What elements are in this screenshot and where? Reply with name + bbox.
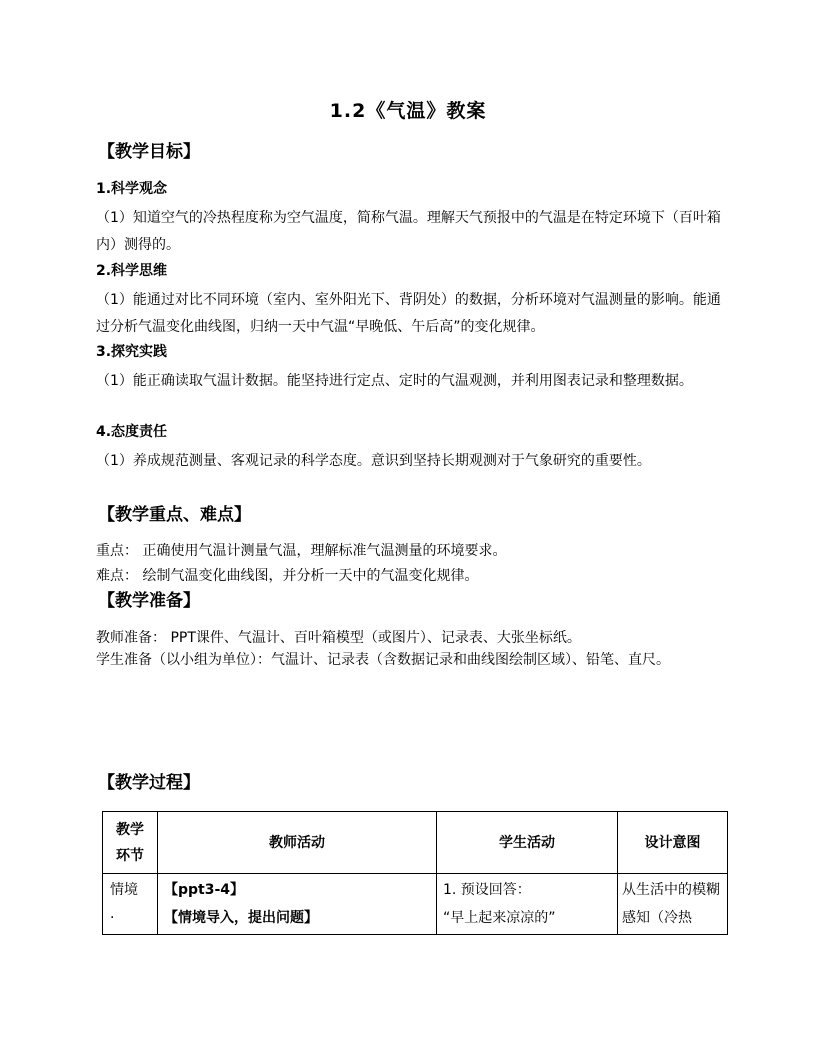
row1-intent bbox=[618, 874, 728, 935]
preparation-heading: 【教学准备】 bbox=[98, 591, 200, 611]
process-heading: 【教学过程】 bbox=[98, 773, 200, 793]
row1-student-line2: “早上起来凉凉的” bbox=[443, 910, 556, 926]
document-title: 1.2《气温》教案 bbox=[329, 100, 487, 122]
row1-teacher bbox=[158, 874, 437, 935]
header-student: 学生活动 bbox=[437, 812, 618, 874]
header-stage bbox=[103, 812, 158, 874]
preparation-teacher: 教师准备： PPT课件、气温计、百叶箱模型（或图片）、记录表、大张坐标纸。 bbox=[96, 630, 581, 646]
goal-text-3: （1）能正确读取气温计数据。能坚持进行定点、定时的气温观测，并利用图表记录和整理数据。 bbox=[96, 373, 693, 389]
row1-teacher-line2: 【情境导入，提出问题】 bbox=[164, 910, 318, 926]
table-row bbox=[103, 874, 728, 935]
goal-text-2: （1）能通过对比不同环境（室内、室外阳光下、背阴处）的数据，分析环境对气温测量的影响。能通过分析气温变化曲线图，归纳一天中气温“早晚低、午后高”的变化规律。 bbox=[96, 292, 721, 335]
goal-label-2: 2.科学思维 bbox=[96, 263, 168, 279]
row1-intent-text: 从生活中的模糊感知（冷热 bbox=[622, 882, 720, 926]
goal-label-4: 4.态度责任 bbox=[96, 424, 168, 440]
process-table bbox=[102, 811, 728, 935]
row1-student-line1: 1. 预设回答： bbox=[443, 882, 531, 898]
preparation-student: 学生准备（以小组为单位）：气温计、记录表（含数据记录和曲线图绘制区域）、铅笔、直尺。 bbox=[96, 652, 670, 668]
key-point-difficulty: 难点： 绘制气温变化曲线图，并分析一天中的气温变化规律。 bbox=[96, 568, 479, 584]
goal-label-3: 3.探究实践 bbox=[96, 344, 168, 360]
key-point-focus: 重点： 正确使用气温计测量气温，理解标准气温测量的环境要求。 bbox=[96, 543, 507, 559]
row1-stage-line2: · bbox=[110, 910, 115, 926]
row1-teacher-line1: 【ppt3-4】 bbox=[164, 882, 245, 898]
goal-label-1: 1.科学观念 bbox=[96, 181, 168, 197]
process-header-row bbox=[103, 812, 728, 874]
header-intent: 设计意图 bbox=[618, 812, 728, 874]
goal-text-1: （1）知道空气的冷热程度称为空气温度，简称气温。理解天气预报中的气温是在特定环境下（百叶箱内）测得的。 bbox=[96, 210, 721, 253]
header-stage-line2: 环节 bbox=[116, 848, 144, 864]
row1-student bbox=[437, 874, 618, 935]
header-teacher: 教师活动 bbox=[158, 812, 437, 874]
goal-text-4: （1）养成规范测量、客观记录的科学态度。意识到坚持长期观测对于气象研究的重要性。 bbox=[96, 453, 651, 469]
header-stage-line1: 教学 bbox=[116, 822, 144, 838]
row1-stage bbox=[103, 874, 158, 935]
key-points-heading: 【教学重点、难点】 bbox=[98, 505, 251, 525]
goals-heading: 【教学目标】 bbox=[98, 142, 200, 162]
row1-stage-line1: 情境 bbox=[110, 882, 138, 898]
